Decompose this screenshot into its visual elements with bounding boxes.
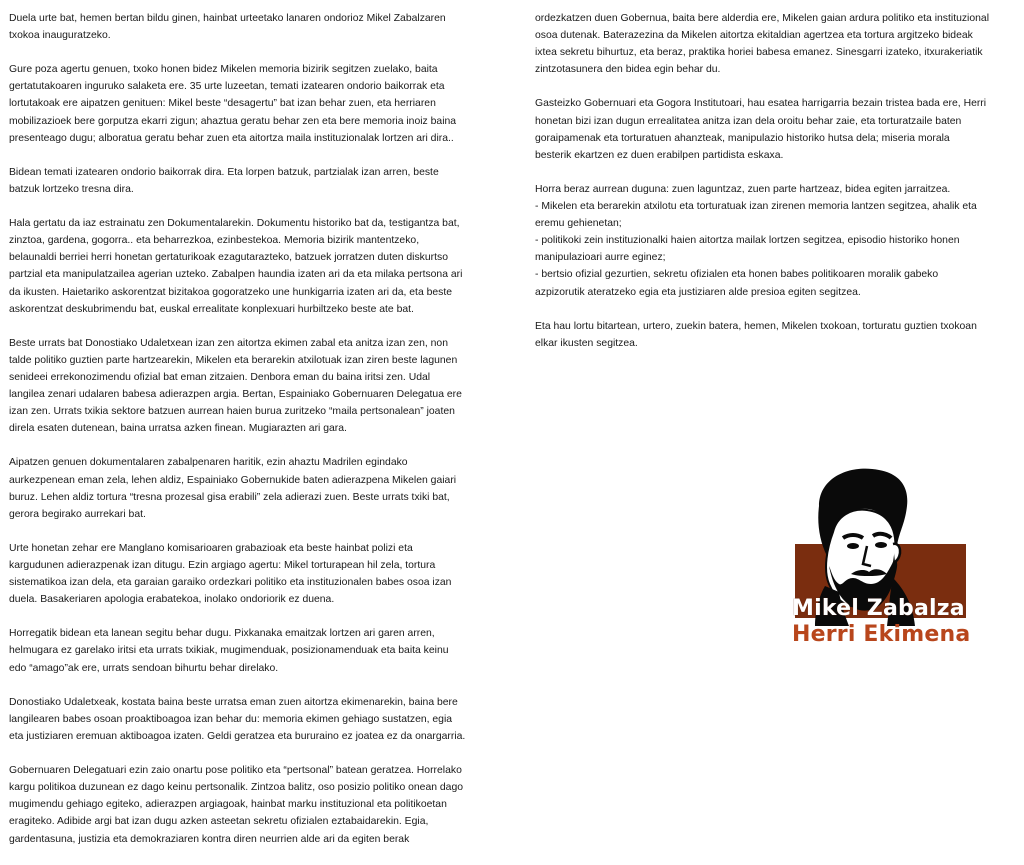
paragraph: Gasteizko Gobernuari eta Gogora Institutoari, hau esatea harrigarria bezain tristea bada ere, Herri honetan bizi izan dugun errealitatea anitza izan dela oroitu behar zaie, eta torturatzaile baten goraipamenak eta torturatuen ahanzteak, manipulazio historiko hutsa dela; miseria morala besterik ekartzen ez duen erabilpen partidista eskaxa. bbox=[535, 98, 987, 161]
paragraph: ordezkatzen duen Gobernua, baita bere alderdia ere, Mikelen gaian ardura politiko eta instituzional osoa dutenak. Baterazezina da Mikelen aitortza ekitaldian agertzea eta tortura argitzeko bideak ixtea sekretu bihurtuz, eta beraz, praktika horiei babesa emanez. Sinesgarri izateko, itxurakeriatik zintzotasunera den bidea egin behar du. bbox=[535, 13, 990, 76]
mikel-zabalza-logo bbox=[789, 466, 969, 656]
left-column bbox=[9, 10, 499, 865]
paragraph: Urte honetan zehar ere Manglano komisarioaren grabazioak eta beste hainbat polizi eta kargudunen adierazpenak izan ditugu. Ezin argiago agertu: Mikel torturapean hil zela, tortura sistematikoa izan dela, eta garaian garaiko ordezkari politiko eta instituzionalen babes osoa izan duela. Basakeriaren apologia erabatekoa, inolako ondoriorik ez duena. bbox=[9, 542, 452, 606]
paragraph: Hala gertatu da iaz estrainatu zen Dokumentalarekin. Dokumentu historiko bat da, testigantza bat, zinztoa, gardena, gogorra.. eta beharrezkoa, ezinbestekoa. Memoria bizirik mantentzeko, belaunaldi berriei herri honetan gertaturikoak ezagutarazteko, batzuek jorratzen duten diskurtso partzial eta manipulatzailea agerian uzteko. Zabalpen haundia izaten ari da eta milaka pertsona ari da ikusten. Haietariko askorentzat bizitakoa gogoratzeko une hunkigarria izaten ari da, eta beste askorentzat deskubrimendu bat, euskal errealitate konplexuari hurbiltzeko beste ate bat. bbox=[9, 218, 463, 315]
paragraph: Gobernuaren Delegatuari ezin zaio onartu pose politiko eta “pertsonal” batean geratzea. Horrelako kargu politikoa duzunean ez dago keinu pertsonalik. Zintzoa balitz, oso posizio politiko onean dago mugimendu gehiago egiteko, adierazpen argiagoak, hainbat marku instituzional eta politikoetan eragiteko. Adibide argi bat izan dugu azken asteetan sekretu ofizialen eztabaidarekin. Egia, gardentasuna, justizia eta demokraziaren kontra diren neurrien alde ari da egiten berak bbox=[9, 765, 464, 845]
paragraph: Bidean temati izatearen ondorio baikorrak dira. Eta lorpen batzuk, partzialak izan arren, beste batzuk lortzeko tresna dira. bbox=[9, 166, 439, 195]
paragraph: Gure poza agertu genuen, txoko honen bidez Mikelen memoria bizirik segitzen zuelako, baita gertatutakoaren inguruko salaketa ere. 35 urte luzeetan, temati izatearen ondorio baikorrak eta lortutakoak ere aipatzen genituen: Mikel beste “desagertu” bat izan behar zuen, eta herriaren mobilizazioek bere gorputza ekarri zigun; ahaztua geratu behar zen eta bere memoria inoiz baina presenteago dugu; alboratua geratu behar zuen eta aitortza maila instituzionalak lortzen ari dira.. bbox=[9, 64, 457, 144]
right-column bbox=[535, 10, 1013, 369]
paragraph: Beste urrats bat Donostiako Udaletxean izan zen aitortza ekimen zabal eta anitza izan zen, non talde politiko guztien parte hartzearekin, Mikelen eta berarekin atxilotuak izan ziren beste lagunen senideei errekonozimendu ofizial bat eman zitzaien. Denbora eman du baina iritsi zen. Udal langilea zenari udalaren babesa adierazpen argia. Bertan, Espainiako Gobernuaren Delegatua ere izan zen. Urrats txikia sektore batzuen aurrean haien burua zuritzeko “maila pertsonalean” joaten direla esaten dutenean, baina urratsa azken finean. Mugiarazten ari gara. bbox=[9, 337, 462, 435]
paragraph: Horregatik bidean eta lanean segitu behar dugu. Pixkanaka emaitzak lortzen ari garen arren, helmugara ez garelako iritsi eta urrats txikiak, mugimenduak, posizionamenduak eta baita keinu edo “amago”ak ere, urrats sendoan bihurtu behar direlako. bbox=[9, 628, 449, 674]
logo-name: Mikel Zabalza bbox=[792, 596, 965, 621]
paragraph: Eta hau lortu bitartean, urtero, zuekin batera, hemen, Mikelen txokoan, torturatu guztien txokoan elkar ikusten segitzea. bbox=[535, 320, 977, 349]
paragraph: Donostiako Udaletxeak, kostata baina beste urratsa eman zuen aitortza ekimenarekin, baina bere langilearen babes osoan proaktiboagoa izan behar du: memoria ekimen gehiago sustatzen, egia eta justiziaren eremuan aktiboagoa izaten. Geldi geratzea eta bururaino ez joatea ez da onargarria. bbox=[9, 696, 466, 742]
logo-subtitle: Herri Ekimena bbox=[792, 622, 971, 647]
paragraph: Horra beraz aurrean duguna: zuen laguntzaz, zuen parte hartzeaz, bidea egiten jarraitzea. - Mikelen eta berarekin atxilotu eta torturatuak izan zirenen memoria lantzen segitzea, ahalik eta eremu gehienetan; - politikoki zein instituzionalki haien aitortza mailak lortzen segitzea, episodio historiko honen manipulazioari aurre eginez; - bertsio ofizial gezurtien, sekretu ofizialen eta honen babes politikoaren moralik gabeko azpizorutik ateratzeko egia eta justiziaren alde presioa egiten segitzea. bbox=[535, 183, 977, 298]
paragraph: Aipatzen genuen dokumentalaren zabalpenaren haritik, ezin ahaztu Madrilen egindako aurkezpenean eman zela, lehen aldiz, Espainiako Gobernukide baten adierazpena Mikelen gaiari buruz. Lehen aldiz tortura “tresna prozesal gisa erabili” zela adierazi zuen. Beste urrats txiki bat, gerora begirako aurrekari bat. bbox=[9, 457, 457, 520]
paragraph: Duela urte bat, hemen bertan bildu ginen, hainbat urteetako lanaren ondorioz Mikel Zabalzaren txokoa inauguratzeko. bbox=[9, 13, 446, 42]
